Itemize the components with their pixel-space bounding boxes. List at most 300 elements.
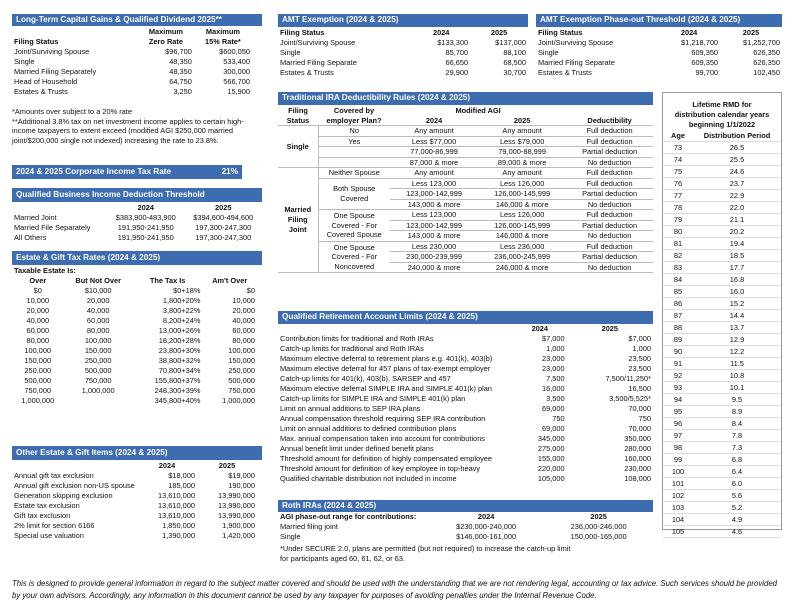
- estate-cell: 20,000: [26, 306, 50, 315]
- estate-cell: 40,000: [86, 306, 110, 315]
- qbi-table: [12, 203, 262, 243]
- ltcg-row: [12, 57, 252, 67]
- gift-cell: Estate tax exclusion: [14, 501, 80, 510]
- ltcg-row: [12, 77, 252, 87]
- ltcg-row: [12, 67, 252, 77]
- ira-married-label: [278, 168, 318, 273]
- rmd-row: [663, 406, 781, 418]
- amtp-cell: 626,350: [753, 48, 780, 57]
- rmd-cell: 100: [663, 466, 693, 478]
- roth-row: [278, 522, 653, 532]
- rmd-row: [663, 286, 781, 298]
- estate-cell: $0: [33, 286, 42, 295]
- rmd-cell: 20.2: [693, 226, 781, 238]
- ira-married-row: [278, 241, 653, 252]
- rmd-row: [663, 262, 781, 274]
- ira-cell: [318, 147, 390, 158]
- estate-cell: 38,800+32%: [158, 356, 201, 365]
- qral-cell: 16,500: [628, 384, 651, 393]
- ltcg-cell: Joint/Surviving Spouse: [14, 47, 90, 56]
- rmd-cell: 24.6: [693, 166, 781, 178]
- gift-cell: 13,990,000: [218, 491, 255, 500]
- ira-cell: Less $79,000: [478, 136, 566, 147]
- rmd-row: [663, 442, 781, 454]
- ira-cell: Less 230,000: [390, 241, 478, 252]
- estate-cell: 100,000: [228, 346, 255, 355]
- ira-cell: [318, 157, 390, 168]
- qral-cell: Threshold amount for definition of key employee in top-heavy: [280, 464, 481, 473]
- qral-cell: $7,000: [628, 334, 651, 343]
- ira-header: Traditional IRA Deductibility Rules (2024 & 2025): [278, 92, 653, 105]
- roth-sub: AGI phase-out range for contributions:: [280, 512, 417, 521]
- amtp-cell: Single: [538, 48, 559, 57]
- ira-cell: Any amount: [390, 126, 478, 137]
- amt-row: [278, 68, 528, 78]
- rmd-cell: 94: [663, 394, 693, 406]
- roth-cell: 236,000-246,000: [570, 522, 627, 531]
- gift-cell: Gift tax exclusion: [14, 511, 71, 520]
- qbi-cell: All Others: [14, 233, 47, 242]
- gift-cell: 1,850,000: [162, 521, 195, 530]
- qbi-cell: Married File Separately: [14, 223, 91, 232]
- ltcg-row: [12, 87, 252, 97]
- amtp-cell: $1,252,700: [743, 38, 780, 47]
- roth-cell: 150,000-165,000: [570, 532, 627, 541]
- estate-cell: $0: [246, 286, 255, 295]
- qral-table: [278, 324, 653, 484]
- ira-h-2024: 2024: [390, 116, 478, 126]
- rmd-cell: 7.3: [693, 442, 781, 454]
- qral-cell: 69,000: [542, 404, 565, 413]
- qral-row: [278, 434, 653, 444]
- estate-cell: 500,000: [24, 376, 52, 385]
- qral-cell: 105,000: [537, 474, 565, 483]
- qbi-cell: Married Joint: [14, 213, 57, 222]
- estate-cell: 60,000: [86, 316, 110, 325]
- ira-cell: 240,000 & more: [390, 262, 478, 273]
- ltcg-cell: 48,350: [169, 57, 192, 66]
- estate-cell: [64, 396, 133, 406]
- rmd-cell: 102: [663, 490, 693, 502]
- qral-cell: 23,000: [542, 354, 565, 363]
- rmd-row: [663, 454, 781, 466]
- ltcg-cell: Head of Household: [14, 77, 78, 86]
- qral-cell: 750: [552, 414, 565, 423]
- rmd-cell: 81: [663, 238, 693, 250]
- estate-sub: Taxable Estate Is:: [14, 266, 76, 275]
- ira-h-deduct: Deductibility: [566, 116, 653, 126]
- estate-cell: 250,000: [228, 366, 255, 375]
- rmd-cell: 4.9: [693, 514, 781, 526]
- ira-group-label: [318, 178, 390, 210]
- ltcg-col-zero: Zero Rate: [148, 37, 183, 46]
- qral-cell: 7,500: [546, 374, 565, 383]
- ltcg-col-status: Filing Status: [14, 37, 59, 46]
- ira-married-label-line: Joint: [288, 225, 307, 234]
- qral-col-2025: 2025: [601, 324, 619, 333]
- ira-table: [278, 106, 653, 273]
- estate-cell: 10,000: [232, 296, 255, 305]
- estate-cell: 1,800+20%: [162, 296, 201, 305]
- rmd-cell: 23.7: [693, 178, 781, 190]
- amt-cell: $137,000: [495, 38, 526, 47]
- ira-h-2025: 2025: [478, 116, 566, 126]
- gift-row: [12, 471, 257, 481]
- qral-cell: 70,000: [628, 424, 651, 433]
- amtp-col-2024: 2024: [680, 28, 698, 37]
- estate-cell: 18,200+28%: [158, 336, 201, 345]
- amt-row: [278, 38, 528, 48]
- ira-cell: No deduction: [566, 157, 653, 168]
- amt-row: [278, 48, 528, 58]
- estate-cell: 155,800+37%: [154, 376, 201, 385]
- ira-h-magi: Modified AGI: [455, 106, 501, 115]
- rmd-cell: 10.8: [693, 370, 781, 382]
- qbi-cell: 191,950-241,950: [117, 223, 174, 232]
- estate-cell: 70,800+34%: [158, 366, 201, 375]
- ira-cell: Full deduction: [566, 241, 653, 252]
- gift-cell: 13,990,000: [218, 501, 255, 510]
- qral-cell: 230,000: [624, 464, 651, 473]
- ira-group-label: [318, 241, 390, 273]
- estate-cell: 750,000: [24, 386, 52, 395]
- gift-cell: 13,610,000: [158, 511, 195, 520]
- ira-cell: Yes: [318, 136, 390, 147]
- rmd-title-1: Lifetime RMD for: [692, 100, 752, 109]
- qral-col-2024: 2024: [531, 324, 549, 333]
- rmd-cell: 25.5: [693, 154, 781, 166]
- estate-row: [12, 286, 257, 296]
- estate-row: [12, 316, 257, 326]
- amtp-cell: 626,350: [753, 58, 780, 67]
- gift-cell: $18,000: [168, 471, 195, 480]
- estate-cell: 23,800+30%: [158, 346, 201, 355]
- gift-table: [12, 461, 257, 541]
- estate-row: [12, 376, 257, 386]
- qral-cell: 108,000: [624, 474, 651, 483]
- rmd-row: [663, 334, 781, 346]
- qral-cell: Maximum elective deferral for 457 plans of tax-exempt employer: [280, 364, 491, 373]
- estate-row: [12, 326, 257, 336]
- qral-cell: 23,500: [628, 364, 651, 373]
- qral-cell: 69,000: [542, 424, 565, 433]
- rmd-row: [663, 370, 781, 382]
- ltcg-col-zero-a: Maximum: [148, 27, 183, 36]
- ltcg-cell: $600,050: [219, 47, 250, 56]
- rmd-cell: 73: [663, 142, 693, 154]
- estate-cell: 40,000: [232, 316, 255, 325]
- gift-cell: Generation skipping exclusion: [14, 491, 113, 500]
- ltcg-cell: Estates & Trusts: [14, 87, 68, 96]
- estate-cell: 60,000: [232, 326, 255, 335]
- ira-cell: Partial deduction: [566, 189, 653, 200]
- ira-cell: Any amount: [478, 168, 566, 179]
- rmd-cell: 8.4: [693, 418, 781, 430]
- rmd-row: [663, 226, 781, 238]
- gift-cell: 1,390,000: [162, 531, 195, 540]
- estate-header: Estate & Gift Tax Rates (2024 & 2025): [12, 251, 262, 265]
- qral-row: [278, 354, 653, 364]
- rmd-cell: 88: [663, 322, 693, 334]
- qral-cell: Maximum elective deferral to retirement plans e.g. 401(k), 403(b): [280, 354, 493, 363]
- ira-cell: Partial deduction: [566, 220, 653, 231]
- estate-table: [12, 266, 257, 406]
- amtp-cell: 102,450: [753, 68, 780, 77]
- roth-header: Roth IRAs (2024 & 2025): [278, 500, 653, 512]
- ira-cell: 230,000-239,999: [390, 252, 478, 263]
- rmd-row: [663, 250, 781, 262]
- ltcg-cell: 300,000: [223, 67, 250, 76]
- rmd-cell: 87: [663, 310, 693, 322]
- ira-group-label-line: Both Spouse: [333, 184, 376, 194]
- gift-row: [12, 501, 257, 511]
- amtp-cell: Joint/Surviving Spouse: [538, 38, 614, 47]
- rmd-row: [663, 382, 781, 394]
- ltcg-cell: 533,400: [223, 57, 250, 66]
- roth-table: [278, 512, 653, 563]
- rmd-cell: 6.0: [693, 478, 781, 490]
- ira-cell: Less 123,000: [390, 210, 478, 221]
- amt-cell: Estates & Trusts: [280, 68, 334, 77]
- ltcg-cell: Single: [14, 57, 35, 66]
- gift-header: Other Estate & Gift Items (2024 & 2025): [12, 446, 262, 460]
- gift-cell: $19,000: [228, 471, 255, 480]
- rmd-row: [663, 166, 781, 178]
- qral-cell: Annual benefit limit under defined benefit plans: [280, 444, 434, 453]
- qral-cell: Limit on annual additions to defined contribution plans: [280, 424, 457, 433]
- qbi-col-2025: 2025: [215, 203, 232, 212]
- estate-cell: 500,000: [228, 376, 255, 385]
- ira-cell: Full deduction: [566, 136, 653, 147]
- rmd-row: [663, 514, 781, 526]
- ira-cell: Any amount: [478, 126, 566, 137]
- rmd-row: [663, 526, 781, 538]
- rmd-cell: 99: [663, 454, 693, 466]
- gift-row: [12, 511, 257, 521]
- rmd-box: [662, 92, 782, 536]
- roth-cell: Single: [280, 532, 301, 541]
- rmd-row: [663, 154, 781, 166]
- ira-group-label-line: Covered - For: [331, 252, 378, 261]
- rmd-cell: 80: [663, 226, 693, 238]
- ltcg-note-2: **Additional 3.8% tax on net investment income applies to certain high-income taxpayers to extent exceed (modified AGI $250,000 married joint/$200,000 single not indexed) increasing the rate to 23.8%.: [12, 116, 244, 145]
- rmd-cell: 98: [663, 442, 693, 454]
- estate-cell: 13,000+26%: [158, 326, 201, 335]
- estate-cell: 80,000: [26, 336, 50, 345]
- ira-group-label: [318, 210, 390, 242]
- estate-cell: 80,000: [232, 336, 255, 345]
- estate-cell: 150,000: [228, 356, 255, 365]
- estate-cell: 500,000: [84, 366, 112, 375]
- ira-cell: Partial deduction: [566, 252, 653, 263]
- qbi-cell: 197,300-247,300: [195, 223, 252, 232]
- corp-tax-label: 2024 & 2025 Corporate Income Tax Rate: [16, 166, 172, 176]
- qral-cell: 220,000: [537, 464, 565, 473]
- rmd-row: [663, 190, 781, 202]
- amtp-cell: 99,700: [695, 68, 719, 77]
- qral-cell: Maximum elective deferral SIMPLE IRA and SIMPLE 401(k) plan: [280, 384, 492, 393]
- rmd-row: [663, 430, 781, 442]
- ira-cell: No deduction: [566, 199, 653, 210]
- rmd-cell: 5.2: [693, 502, 781, 514]
- ira-cell: Full deduction: [566, 168, 653, 179]
- rmd-row: [663, 346, 781, 358]
- qral-cell: 280,000: [624, 444, 651, 453]
- estate-cell: 10,000: [26, 296, 50, 305]
- rmd-cell: 12.9: [693, 334, 781, 346]
- rmd-row: [663, 358, 781, 370]
- ira-group-label-line: Neither Spouse: [328, 168, 380, 177]
- rmd-row: [663, 298, 781, 310]
- ira-cell: Less 126,000: [478, 178, 566, 189]
- qral-row: [278, 474, 653, 484]
- qral-cell: 70,000: [628, 404, 651, 413]
- estate-row: [12, 366, 257, 376]
- estate-cell: 8,200+24%: [162, 316, 201, 325]
- rmd-cell: 6.8: [693, 454, 781, 466]
- amt-col-2024: 2024: [432, 28, 450, 37]
- rmd-row: [663, 394, 781, 406]
- ira-cell: Less 123,000: [390, 178, 478, 189]
- ira-cell: 79,000-88,999: [478, 147, 566, 158]
- gift-cell: 1,420,000: [222, 531, 255, 540]
- amt-cell: Single: [280, 48, 301, 57]
- estate-cell: 150,000: [84, 346, 112, 355]
- rmd-row: [663, 202, 781, 214]
- rmd-row: [663, 418, 781, 430]
- rmd-cell: 104: [663, 514, 693, 526]
- ira-h-status: Status: [278, 116, 318, 126]
- ira-cell: Any amount: [390, 168, 478, 179]
- ira-married-label-line: Married: [284, 205, 312, 214]
- ira-h-covered: Covered by: [333, 106, 375, 115]
- estate-row: [12, 386, 257, 396]
- rmd-cell: 4.6: [693, 526, 781, 538]
- rmd-row: [663, 502, 781, 514]
- amt-table: [278, 28, 528, 78]
- ira-h-filing: Filing: [288, 106, 308, 115]
- amtp-header: AMT Exemption Phase-out Threshold (2024 & 2025): [536, 14, 782, 27]
- ira-married-row: [278, 178, 653, 189]
- ira-married-row: [278, 210, 653, 221]
- rmd-cell: 17.7: [693, 262, 781, 274]
- qral-cell: 350,000: [624, 434, 651, 443]
- ltcg-cell: $96,700: [165, 47, 192, 56]
- amtp-cell: Married Filing Separate: [538, 58, 615, 67]
- qral-cell: 3,500/5,525*: [609, 394, 651, 403]
- rmd-row: [663, 178, 781, 190]
- qral-row: [278, 374, 653, 384]
- gift-row: [12, 521, 257, 531]
- roth-cell: $146,000-161,000: [456, 532, 517, 541]
- rmd-row: [663, 214, 781, 226]
- ltcg-cell: 566,700: [223, 77, 250, 86]
- qral-cell: Catch-up limits for 401(k), 403(b), SARSEP and 457: [280, 374, 451, 383]
- ira-cell: 126,000-145,999: [478, 220, 566, 231]
- qbi-row: [12, 223, 262, 233]
- qral-row: [278, 444, 653, 454]
- rmd-cell: 93: [663, 382, 693, 394]
- qbi-cell: 197,300-247,300: [195, 233, 252, 242]
- rmd-cell: 21.1: [693, 214, 781, 226]
- ira-cell: 146,000 & more: [478, 231, 566, 242]
- rmd-cell: 14.4: [693, 310, 781, 322]
- ira-cell: 87,000 & more: [390, 157, 478, 168]
- qral-header: Qualified Retirement Account Limits (2024 & 2025): [278, 311, 653, 324]
- ira-cell: Full deduction: [566, 178, 653, 189]
- qral-cell: 345,000: [537, 434, 565, 443]
- ltcg-cell: 15,900: [227, 87, 250, 96]
- gift-row: [12, 531, 257, 541]
- amtp-cell: Estates & Trusts: [538, 68, 592, 77]
- estate-col-over: Over: [29, 276, 47, 285]
- rmd-cell: 76: [663, 178, 693, 190]
- rmd-cell: 85: [663, 286, 693, 298]
- qbi-row: [12, 213, 262, 223]
- qral-row: [278, 364, 653, 374]
- qral-cell: Catch-up limits for SIMPLE IRA and SIMPLE 401(k) plan: [280, 394, 466, 403]
- ltcg-cell: 64,750: [169, 77, 192, 86]
- gift-cell: 2% limit for section 6166: [14, 521, 95, 530]
- roth-col-2025: 2025: [590, 512, 607, 521]
- qral-cell: 3,500: [546, 394, 565, 403]
- rmd-cell: 7.8: [693, 430, 781, 442]
- estate-cell: 750,000: [228, 386, 255, 395]
- estate-cell: 20,000: [232, 306, 255, 315]
- qbi-cell: $383,900-483,900: [115, 213, 176, 222]
- estate-cell: 150,000: [24, 356, 52, 365]
- rmd-cell: 10.1: [693, 382, 781, 394]
- qral-cell: 1,000: [632, 344, 651, 353]
- disclaimer: This is designed to provide general information in regard to the subject matter covered and should be used with the understanding that we are not rendering legal, accounting or tax advice. Such services should be provided by your own advisors. Accordingly, any information in this document cannot be used by any taxpayer for purposes of avoiding penalties under the Internal Revenue Code.: [12, 579, 777, 600]
- qral-cell: 23,000: [542, 364, 565, 373]
- ira-cell: Less 126,000: [478, 210, 566, 221]
- ira-group-label-line: One Spouse: [333, 242, 375, 252]
- gift-cell: Special use valuation: [14, 531, 84, 540]
- estate-row: [12, 306, 257, 316]
- ira-married-label-line: Filing: [287, 215, 308, 224]
- qral-row: [278, 394, 653, 404]
- ira-cell: No: [318, 126, 390, 137]
- ira-cell: 143,000 & more: [390, 231, 478, 242]
- qral-cell: Limit on annual additions to SEP IRA plans: [280, 404, 421, 413]
- rmd-cell: 96: [663, 418, 693, 430]
- gift-row: [12, 481, 257, 491]
- ira-cell: 246,000 & more: [478, 262, 566, 273]
- ltcg-row: [12, 47, 252, 57]
- estate-cell: $10,000: [84, 286, 112, 295]
- gift-cell: 13,610,000: [158, 491, 195, 500]
- amtp-col-status: Filing Status: [538, 28, 583, 37]
- qral-cell: 160,000: [624, 454, 651, 463]
- rmd-row: [663, 274, 781, 286]
- ira-cell: Less $77,000: [390, 136, 478, 147]
- gift-cell: 190,000: [228, 481, 255, 490]
- ira-cell: 77,000-86,999: [390, 147, 478, 158]
- rmd-cell: 105: [663, 526, 693, 538]
- ltcg-col-15-a: Maximum: [205, 27, 240, 36]
- rmd-cell: 75: [663, 166, 693, 178]
- qral-cell: 750: [638, 414, 651, 423]
- rmd-cell: 9.5: [693, 394, 781, 406]
- ltcg-table: [12, 27, 252, 97]
- amt-cell: 30,700: [503, 68, 526, 77]
- ltcg-note-1: *Amounts over subject to a 20% rate: [12, 107, 132, 116]
- rmd-cell: 74: [663, 154, 693, 166]
- rmd-cell: 13.7: [693, 322, 781, 334]
- gift-cell: Annual gift tax exclusion: [14, 471, 94, 480]
- qral-cell: Max. annual compensation taken into account for contributions: [280, 434, 486, 443]
